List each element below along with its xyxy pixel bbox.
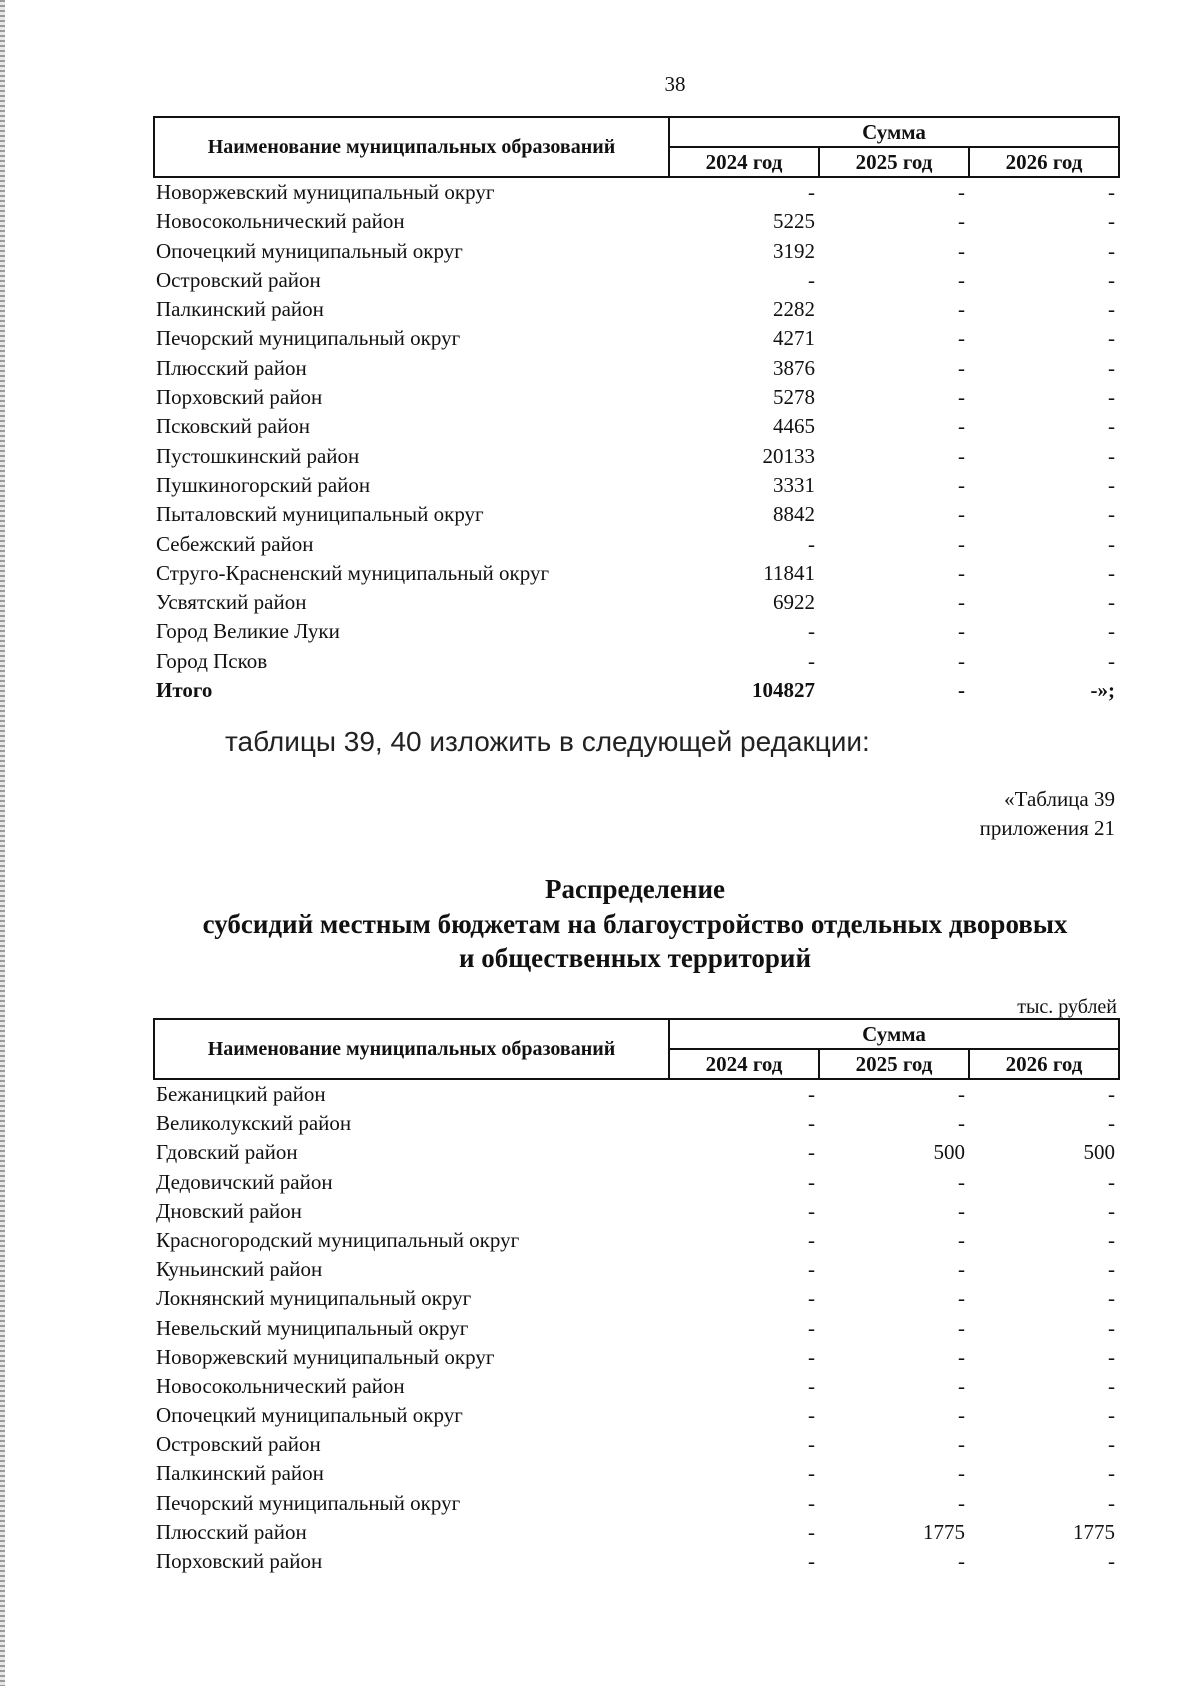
header-year-2024: 2024 год [669, 1049, 819, 1079]
table-row [154, 530, 1119, 559]
cell-val-2025: - [958, 414, 965, 439]
page-number: 38 [664, 72, 686, 96]
cell-val-2024: 4465 [773, 414, 815, 439]
intro-text: таблицы 39, 40 изложить в следующей редакции: [225, 726, 870, 757]
cell-val-2026: - [1108, 297, 1116, 322]
cell-val-2024: 5278 [773, 385, 815, 410]
cell-val-2026: - [1108, 1461, 1116, 1486]
cell-val-2025: - [958, 1403, 965, 1428]
cell-val-2025: - [958, 267, 965, 292]
cell-val-2025: - [958, 1082, 965, 1106]
cell-val-2026: - [1108, 1403, 1116, 1428]
cell-val-2026: - [1108, 1432, 1116, 1457]
cell-val-2025: - [958, 1373, 965, 1398]
cell-val-2024: - [808, 1344, 815, 1369]
cell-val-2025: - [958, 180, 965, 204]
total-row [154, 676, 1119, 705]
cell-val-2025: - [958, 443, 965, 468]
cell-name: Красногородский муниципальный округ [156, 1227, 520, 1252]
cell-name: Дновский район [156, 1198, 302, 1223]
cell-val-2026: - [1108, 1111, 1116, 1136]
cell-val-2026: - [1108, 1490, 1116, 1515]
cell-val-2025: - [958, 1490, 965, 1515]
cell-val-2025: - [958, 472, 965, 497]
table-row [154, 1372, 1119, 1401]
table-row [154, 1197, 1119, 1226]
cell-name: Порховский район [156, 1549, 323, 1573]
table-row [154, 295, 1119, 324]
table-row [154, 207, 1119, 236]
cell-val-2025: - [958, 560, 965, 585]
cell-name: Локнянский муниципальный округ [156, 1286, 472, 1311]
cell-name: Бежаницкий район [156, 1082, 326, 1106]
table-39 [153, 1018, 1120, 1576]
table-row [154, 442, 1119, 471]
table-body [154, 1079, 1119, 1576]
table-row [154, 647, 1119, 676]
cell-name: Куньинский район [156, 1257, 323, 1282]
cell-val-2025: - [958, 1286, 965, 1311]
table-row [154, 1284, 1119, 1313]
cell-val-2026: - [1108, 1549, 1116, 1573]
cell-val-2025: - [958, 1461, 965, 1486]
cell-val-2026: - [1108, 267, 1116, 292]
cell-val-2025: - [958, 1344, 965, 1369]
cell-val-2025: - [958, 1169, 965, 1194]
cell-val-2026: - [1108, 590, 1116, 615]
table-row [154, 471, 1119, 500]
cell-name: Палкинский район [156, 297, 324, 322]
scan-edge [0, 0, 5, 1686]
total-name: Итого [156, 678, 213, 703]
cell-val-2025: - [958, 1257, 965, 1282]
cell-val-2026: - [1108, 209, 1116, 234]
cell-val-2025: - [958, 209, 965, 234]
cell-name: Новоржевский муниципальный округ [156, 1344, 495, 1369]
cell-val-2025: - [958, 648, 965, 673]
cell-val-2024: - [808, 1082, 815, 1106]
table-row [154, 266, 1119, 295]
table-row [154, 1226, 1119, 1255]
cell-val-2024: - [808, 648, 815, 673]
header-name: Наименование муниципальных образований [154, 1019, 669, 1079]
title-line3: и общественных территорий [458, 943, 812, 973]
cell-val-2024: - [808, 1227, 815, 1252]
table-row [154, 1109, 1119, 1138]
cell-val-2024: 8842 [773, 502, 815, 527]
cell-val-2025: - [958, 590, 965, 615]
cell-val-2025: - [958, 326, 965, 351]
table-row [154, 559, 1119, 588]
cell-val-2025: - [958, 1315, 965, 1340]
cell-val-2025: - [958, 531, 965, 556]
cell-val-2026: - [1108, 560, 1116, 585]
cell-name: Невельский муниципальный округ [156, 1315, 469, 1340]
header-year-2025: 2025 год [819, 147, 969, 177]
header-year-2024: 2024 год [669, 147, 819, 177]
cell-val-2024: - [808, 1403, 815, 1428]
cell-val-2024: 11841 [763, 560, 815, 585]
cell-name: Плюсский район [156, 355, 307, 380]
cell-val-2026: - [1108, 472, 1116, 497]
cell-val-2026: - [1108, 1227, 1116, 1252]
cell-val-2024: 3192 [773, 238, 815, 263]
table-row [154, 588, 1119, 617]
cell-val-2026: - [1108, 443, 1116, 468]
cell-name: Печорский муниципальный округ [156, 326, 461, 351]
cell-name: Город Великие Луки [156, 619, 340, 644]
table-row [154, 1518, 1119, 1547]
header-year-2026: 2026 год [969, 1049, 1119, 1079]
cell-name: Пустошкинский район [156, 443, 360, 468]
cell-name: Печорский муниципальный округ [156, 1490, 461, 1515]
cell-val-2026: - [1108, 355, 1116, 380]
table-reference-line1: «Таблица 39 [1004, 787, 1115, 811]
table-row [154, 324, 1119, 353]
cell-val-2026: 1775 [1073, 1519, 1116, 1544]
cell-val-2026: - [1108, 1286, 1116, 1311]
cell-val-2024: - [808, 1315, 815, 1340]
cell-val-2024: - [808, 1111, 815, 1136]
table-row [154, 1168, 1119, 1197]
cell-name: Струго-Красненский муниципальный округ [156, 560, 550, 585]
cell-val-2026: - [1108, 180, 1116, 204]
table-row [154, 1343, 1119, 1372]
table-row [154, 500, 1119, 529]
cell-val-2024: - [808, 1198, 815, 1223]
cell-val-2025: - [958, 1198, 965, 1223]
header-name: Наименование муниципальных образований [154, 117, 669, 177]
table-row [154, 1079, 1119, 1109]
cell-val-2025: - [958, 1111, 965, 1136]
table-body [154, 177, 1119, 705]
cell-val-2024: 2282 [773, 297, 815, 322]
cell-val-2024: - [808, 180, 815, 204]
cell-val-2024: - [808, 1257, 815, 1282]
unit-label: тыс. рублей [1017, 996, 1117, 1018]
cell-val-2024: 5225 [773, 209, 815, 234]
cell-val-2025: - [958, 619, 965, 644]
cell-val-2024: 3331 [773, 472, 815, 497]
header-year-2025: 2025 год [819, 1049, 969, 1079]
cell-val-2025: - [958, 297, 965, 322]
header-year-2026: 2026 год [969, 147, 1119, 177]
table-row [154, 1138, 1119, 1167]
cell-val-2026: - [1108, 648, 1116, 673]
cell-val-2024: - [808, 1549, 815, 1573]
cell-name: Гдовский район [156, 1140, 298, 1165]
cell-val-2024: - [808, 531, 815, 556]
cell-val-2026: - [1108, 1198, 1116, 1223]
cell-name: Себежский район [156, 531, 314, 556]
cell-name: Островский район [156, 267, 321, 292]
title-line2: субсидий местным бюджетам на благоустройство отдельных дворовых [202, 909, 1068, 939]
cell-name: Пушкиногорский район [156, 472, 371, 497]
cell-val-2024: - [808, 1490, 815, 1515]
cell-name: Усвятский район [156, 590, 307, 615]
cell-val-2025: 500 [933, 1140, 965, 1165]
cell-val-2026: - [1108, 502, 1116, 527]
cell-val-2025: - [958, 1432, 965, 1457]
cell-val-2026: - [1108, 1373, 1116, 1398]
table-row [154, 617, 1119, 646]
table-row [154, 177, 1119, 207]
cell-val-2024: 4271 [773, 326, 815, 351]
cell-val-2025: - [958, 1227, 965, 1252]
cell-name: Великолукский район [156, 1111, 352, 1136]
cell-val-2024: - [808, 1286, 815, 1311]
cell-val-2025: - [958, 502, 965, 527]
cell-val-2026: - [1108, 385, 1116, 410]
cell-val-2026: - [1108, 1315, 1116, 1340]
table-row [154, 1430, 1119, 1459]
table-row [154, 237, 1119, 266]
table-row [154, 1489, 1119, 1518]
cell-val-2024: 3876 [773, 355, 815, 380]
table-reference-line2: приложения 21 [979, 816, 1115, 840]
table-row [154, 1401, 1119, 1430]
cell-val-2025: - [958, 1549, 965, 1573]
cell-val-2025: 1775 [923, 1519, 965, 1544]
total-val-2024: 104827 [752, 678, 815, 703]
cell-name: Порховский район [156, 385, 323, 410]
cell-val-2024: 20133 [762, 443, 815, 468]
cell-val-2025: - [958, 385, 965, 410]
cell-val-2025: - [958, 355, 965, 380]
cell-name: Псковский район [156, 414, 310, 439]
table-row [154, 1459, 1119, 1488]
cell-val-2024: - [808, 1461, 815, 1486]
cell-name: Опочецкий муниципальный округ [156, 238, 463, 263]
table-row [154, 1314, 1119, 1343]
cell-val-2026: - [1108, 531, 1116, 556]
header-sum: Сумма [669, 117, 1119, 147]
total-val-2025: - [958, 678, 965, 703]
cell-val-2024: - [808, 1432, 815, 1457]
cell-val-2026: 500 [1083, 1140, 1116, 1165]
cell-val-2024: - [808, 267, 815, 292]
table-previous-continuation [153, 116, 1120, 705]
cell-val-2026: - [1108, 619, 1116, 644]
cell-val-2026: - [1108, 1082, 1116, 1106]
total-val-2026: -»; [1090, 678, 1116, 703]
cell-val-2026: - [1108, 326, 1116, 351]
cell-name: Дедовичский район [156, 1169, 333, 1194]
title-line1: Распределение [544, 874, 726, 904]
cell-val-2026: - [1108, 414, 1116, 439]
cell-name: Новосокольнический район [156, 1373, 405, 1398]
cell-val-2024: 6922 [773, 590, 815, 615]
cell-val-2026: - [1108, 1344, 1116, 1369]
cell-name: Островский район [156, 1432, 321, 1457]
table-row [154, 1255, 1119, 1284]
cell-val-2026: - [1108, 1169, 1116, 1194]
cell-val-2024: - [808, 1373, 815, 1398]
cell-val-2024: - [808, 619, 815, 644]
cell-name: Город Псков [156, 648, 268, 673]
cell-val-2026: - [1108, 1257, 1116, 1282]
cell-val-2024: - [808, 1519, 815, 1544]
table-row [154, 412, 1119, 441]
table-row [154, 354, 1119, 383]
cell-val-2024: - [808, 1169, 815, 1194]
table-row [154, 1547, 1119, 1576]
cell-name: Палкинский район [156, 1461, 324, 1486]
header-sum: Сумма [669, 1019, 1119, 1049]
cell-val-2026: - [1108, 238, 1116, 263]
cell-name: Опочецкий муниципальный округ [156, 1403, 463, 1428]
cell-val-2024: - [808, 1140, 815, 1165]
cell-name: Новоржевский муниципальный округ [156, 180, 495, 204]
cell-val-2025: - [958, 238, 965, 263]
cell-name: Новосокольнический район [156, 209, 405, 234]
cell-name: Пыталовский муниципальный округ [156, 502, 484, 527]
table-row [154, 383, 1119, 412]
cell-name: Плюсский район [156, 1519, 307, 1544]
